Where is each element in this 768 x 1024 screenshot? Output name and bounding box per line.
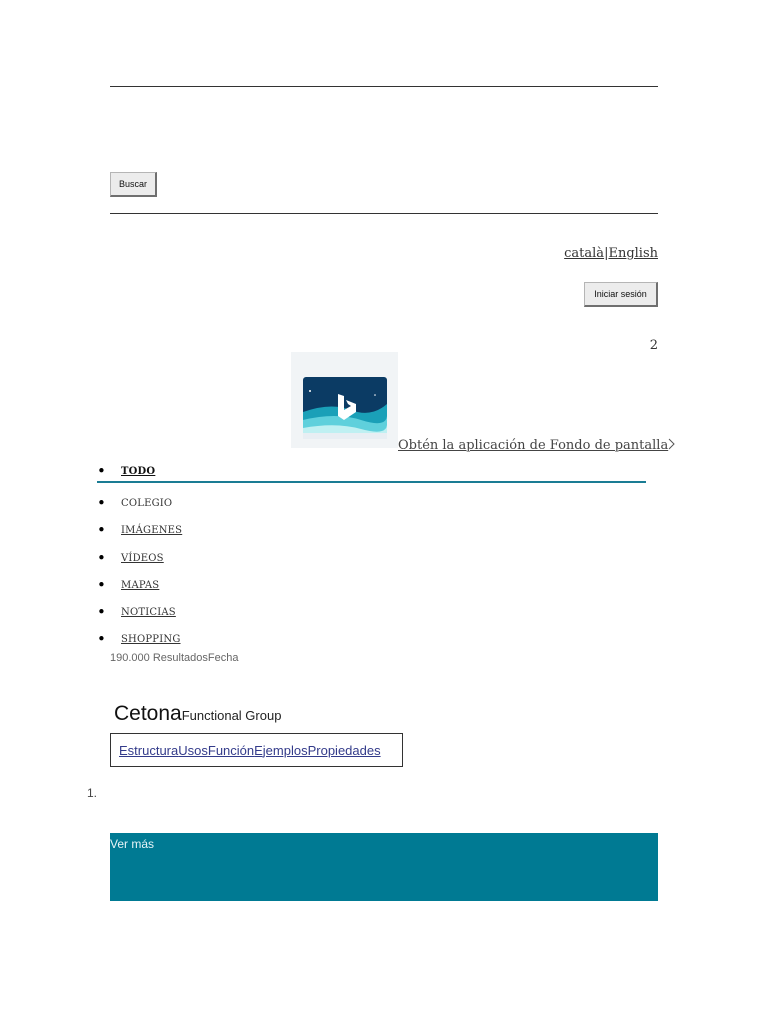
language-link-catala[interactable]: català (564, 246, 605, 261)
see-more-link[interactable]: Ver más (110, 837, 155, 851)
list-bullet: • (97, 462, 106, 480)
list-bullet: • (97, 603, 106, 621)
results-info (110, 652, 238, 664)
nav-item-videos[interactable] (97, 549, 164, 567)
nav-item-label: MAPAS (121, 579, 160, 591)
list-bullet: • (97, 630, 106, 648)
top-divider (110, 86, 658, 87)
nav-item-label: TODO (121, 465, 156, 477)
active-tab-indicator (97, 481, 646, 483)
search-button[interactable]: Buscar (110, 172, 157, 197)
list-bullet: • (97, 494, 106, 512)
rewards-counter[interactable]: 2 (649, 338, 658, 353)
list-bullet: • (97, 521, 106, 539)
entity-tabs (110, 733, 403, 767)
see-more-panel (110, 833, 658, 901)
nav-item-label: SHOPPING (121, 633, 181, 645)
chevron-right-icon[interactable] (668, 435, 676, 454)
list-marker: 1. (87, 786, 98, 800)
tab-usos[interactable]: Usos (178, 742, 208, 758)
nav-item-imagenes[interactable] (97, 521, 182, 539)
date-filter[interactable]: Fecha (207, 652, 239, 664)
language-switcher (564, 246, 658, 261)
nav-item-mapas[interactable] (97, 576, 159, 594)
nav-item-label: NOTICIAS (121, 606, 176, 618)
tab-funcion[interactable]: Función (207, 742, 255, 758)
nav-item-label: VÍDEOS (121, 552, 164, 564)
tab-estructura[interactable]: Estructura (119, 742, 179, 758)
entity-subtitle: Functional Group (181, 708, 282, 723)
list-bullet: • (97, 549, 106, 567)
wallpaper-app-thumbnail[interactable] (291, 352, 398, 448)
nav-item-todo[interactable] (97, 462, 155, 480)
language-link-english[interactable]: English (608, 246, 658, 261)
bing-logo-icon (291, 352, 398, 448)
entity-header (114, 702, 281, 726)
entity-title: Cetona (114, 702, 182, 725)
language-separator: | (604, 246, 609, 261)
list-bullet: • (97, 576, 106, 594)
wallpaper-app-link[interactable]: Obtén la aplicación de Fondo de pantalla (398, 438, 669, 453)
nav-item-label: IMÁGENES (121, 524, 183, 536)
signin-button[interactable]: Iniciar sesión (584, 282, 658, 307)
results-count: 190.000 Resultados (110, 652, 208, 664)
tab-propiedades[interactable]: Propiedades (307, 742, 381, 758)
nav-item-shopping[interactable] (97, 630, 181, 648)
nav-item-noticias[interactable] (97, 603, 176, 621)
wallpaper-promo (398, 434, 676, 454)
nav-item-colegio[interactable] (97, 494, 172, 512)
nav-item-label: COLEGIO (121, 497, 173, 509)
tab-ejemplos[interactable]: Ejemplos (254, 742, 308, 758)
header-divider (110, 213, 658, 214)
